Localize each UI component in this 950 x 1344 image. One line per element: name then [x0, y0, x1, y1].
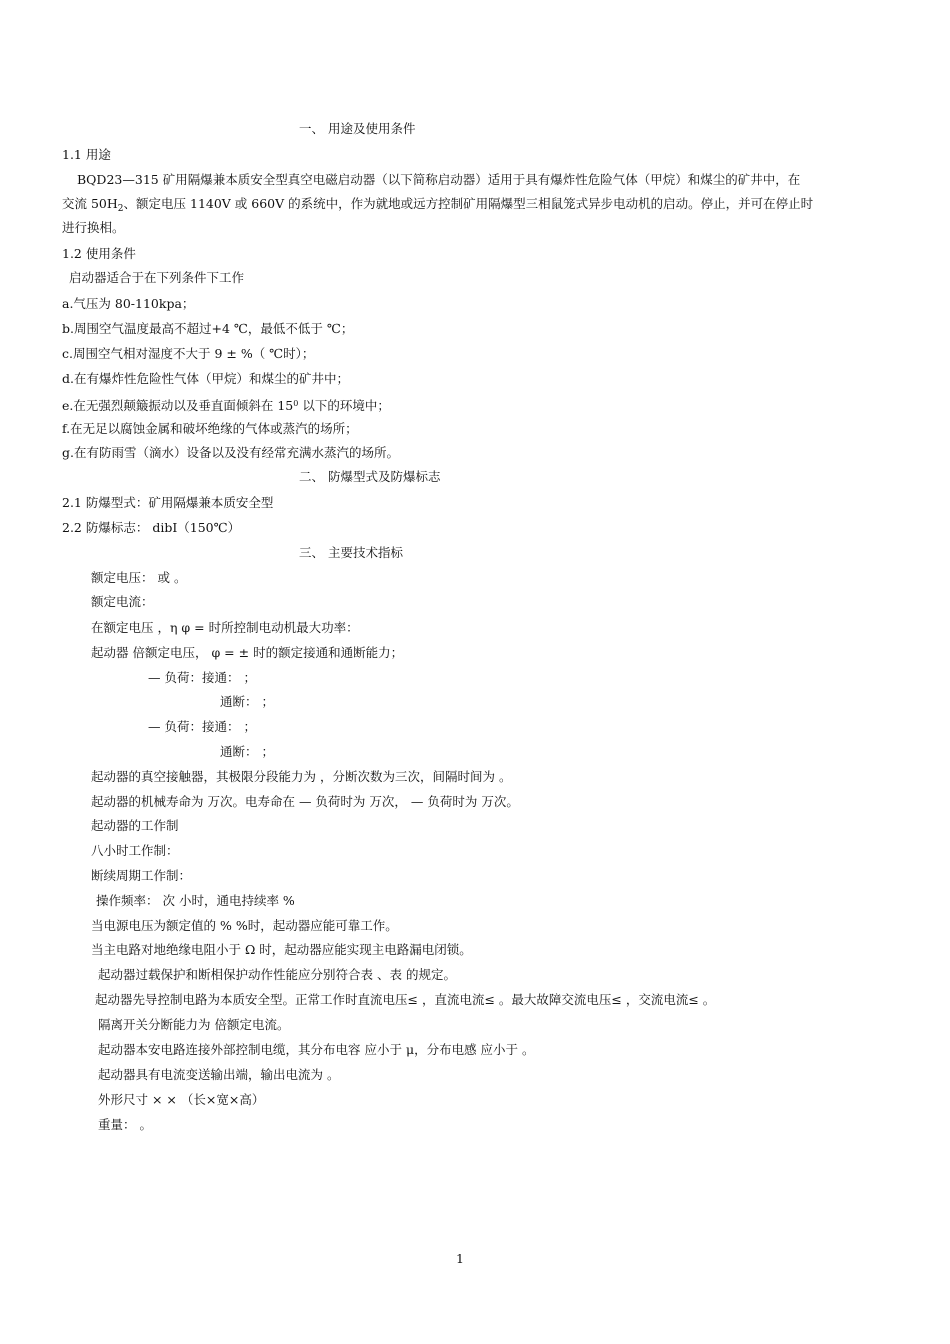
spec-duty: 起动器的工作制 [91, 818, 179, 833]
condition-f: f.在无足以腐蚀金属和破坏绝缘的气体或蒸汽的场所； [62, 421, 358, 436]
spec-load-1-make: — 负荷：接通： ； [148, 670, 256, 685]
spec-supply-voltage-range: 当电源电压为额定值的 % %时，起动器应能可靠工作。 [91, 918, 398, 933]
spec-load-1-break: 通断： ； [220, 694, 274, 709]
section-1-heading: 一、 用途及使用条件 [299, 121, 416, 136]
condition-e-text: e.在无强烈颠簸振动以及垂直面倾斜在 15 [62, 398, 294, 413]
conditions-intro: 启动器适合于在下列条件下工作 [69, 270, 245, 285]
spec-leakage-lockout: 当主电路对地绝缘电阻小于 Ω 时，起动器应能实现主电路漏电闭锁。 [91, 942, 472, 957]
purpose-paragraph-line-3: 进行换相。 [62, 220, 125, 235]
heading-1-1: 1.1 用途 [62, 147, 111, 162]
heading-1-2: 1.2 使用条件 [62, 246, 136, 261]
page-number: 1 [456, 1251, 464, 1266]
condition-b: b.周围空气温度最高不超过+4 ℃，最低不低于 ℃； [62, 321, 354, 336]
spec-operation-frequency: 操作频率： 次 小时，通电持续率 % [96, 893, 295, 908]
condition-g: g.在有防雨雪（滴水）设备以及没有经常充满水蒸汽的场所。 [62, 445, 399, 460]
purpose-paragraph-line-2 [62, 196, 813, 217]
spec-life: 起动器的机械寿命为 万次。电寿命在 — 负荷时为 万次， — 负荷时为 万次。 [91, 794, 519, 809]
spec-load-2-break: 通断： ； [220, 744, 274, 759]
section-2-heading: 二、 防爆型式及防爆标志 [299, 469, 441, 484]
spec-max-power: 在额定电压 ，η φ = 时所控制电动机最大功率： [91, 620, 359, 635]
spec-overload-protection: 起动器过载保护和断相保护动作性能应分别符合表 、表 的规定。 [98, 967, 456, 982]
spec-intermittent-duty: 断续周期工作制： [91, 868, 192, 883]
purpose-text-rest: 、额定电压 1140V 或 660V 的系统中，作为就地或远方控制矿用隔爆型三相鼠笼式异步电动机的启动。停止，并可在停止时 [123, 196, 814, 211]
condition-e-tail: 以下的环境中； [298, 398, 390, 413]
spec-isolator-breaking: 隔离开关分断能力为 倍额定电流。 [98, 1017, 290, 1032]
purpose-text-subscript: 2 [117, 204, 124, 214]
condition-a: a.气压为 80-110kpa； [62, 296, 195, 311]
spec-rated-voltage: 额定电压： 或 。 [91, 570, 187, 585]
condition-c: c.周围空气相对湿度不大于 9 ± %（ ℃时）； [62, 346, 315, 361]
explosion-proof-type: 2.1 防爆型式：矿用隔爆兼本质安全型 [62, 495, 274, 510]
spec-pilot-circuit: 起动器先导控制电路为本质安全型。正常工作时直流电压≤ ，直流电流≤ 。最大故障交流电压≤ ，交流电流≤ 。 [95, 992, 716, 1007]
purpose-paragraph-line-1: BQD23—315 矿用隔爆兼本质安全型真空电磁启动器（以下简称启动器）适用于具有爆炸性危险气体（甲烷）和煤尘的矿井中，在 [77, 172, 801, 187]
purpose-text-freq: 交流 50H [62, 196, 118, 211]
spec-eight-hour-duty: 八小时工作制： [91, 843, 179, 858]
section-3-heading: 三、 主要技术指标 [299, 545, 403, 560]
spec-making-breaking: 起动器 倍额定电压， φ = ± 时的额定接通和通断能力； [91, 645, 404, 660]
condition-e-superscript: 0 [293, 399, 299, 408]
condition-d: d.在有爆炸性危险性气体（甲烷）和煤尘的矿井中； [62, 371, 349, 386]
spec-vacuum-contactor: 起动器的真空接触器，其极限分段能力为 ，分断次数为三次，间隔时间为 。 [91, 769, 512, 784]
spec-cable-capacitance: 起动器本安电路连接外部控制电缆，其分布电容 应小于 μ，分布电感 应小于 。 [98, 1042, 535, 1057]
condition-e [62, 396, 390, 414]
spec-weight: 重量： 。 [98, 1117, 152, 1132]
spec-load-2-make: — 负荷：接通： ； [148, 719, 256, 734]
spec-current-output: 起动器具有电流变送输出端，输出电流为 。 [98, 1067, 340, 1082]
explosion-proof-mark: 2.2 防爆标志： dibI（150℃） [62, 520, 241, 535]
spec-dimensions: 外形尺寸 × × （长×宽×高） [98, 1092, 265, 1107]
spec-rated-current: 额定电流： [91, 594, 154, 609]
